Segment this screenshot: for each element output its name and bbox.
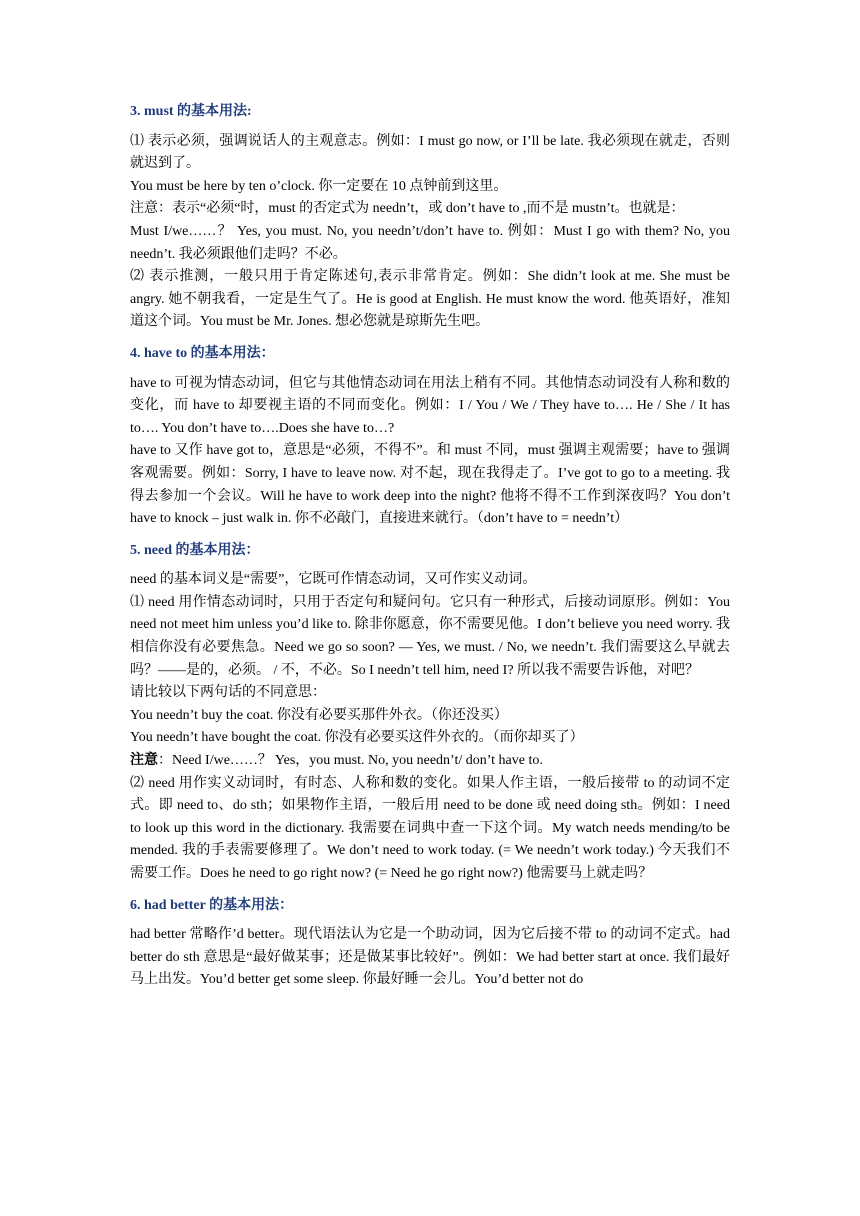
section-heading-had-better: 6. had better 的基本用法： [130,897,294,913]
paragraph: have to 又作 have got to，意思是“必须，不得不”。和 must 不同，must 强调主观需要；have to 强调客观需要。例如：Sorry, I have to leave now. 对不起，现在我得走了。I’ve got to go to a meeting. 我得去参加一个会议。Will he have to work deep into the night? 他将不得不工作到深夜吗？You don’t have to knock – just walk in. 你不必敲门，直接进来就行。（don’t have to = needn’t） [130,443,730,527]
paragraph: You must be here by ten o’clock. 你一定要在 10 点钟前到这里。 [130,178,508,194]
paragraph: need 的基本词义是“需要”，它既可作情态动词，又可作实义动词。 [130,572,537,588]
paragraph: have to 可视为情态动词，但它与其他情态动词在用法上稍有不同。其他情态动词没有人称和数的变化，而 have to 却要视主语的不同而变化。例如：I / You / We / They have to…. He / She / It has to…. You don’t have to….Does she have to…? [130,375,730,436]
document-page [130,101,730,992]
paragraph: ⑴ need 用作情态动词时，只用于否定句和疑问句。它只有一种形式，后接动词原形。例如：You need not meet him unless you’d like to. 除非你愿意，你不需要见他。I don’t believe you need worry. 我相信你没有必要焦急。Need we go so soon? — Yes, we must. / No, we needn’t. 我们需要这么早就去吗？——是的，必须。 / 不，不必。So I needn’t tell him, need I? 所以我不需要告诉他，对吧？ [130,594,730,678]
paragraph: Must I/we……？ Yes, you must. No, you needn’t/don’t have to. 例如：Must I go with them? No, you needn’t. 我必须跟他们走吗？不必。 [130,223,730,262]
paragraph: 注意：表示“必须“时，must 的否定式为 needn’t，或 don’t have to ,而不是 mustn’t。也就是： [130,201,685,217]
note-label: 注意 [130,753,158,769]
paragraph: ⑵ need 用作实义动词时，有时态、人称和数的变化。如果人作主语，一般后接带 to 的动词不定式。即 need to、do sth；如果物作主语，一般后用 need to be done 或 need doing sth。例如：I need to look up this word in the dictionary. 我需要在词典中查一下这个词。My watch needs mending/to be mended. 我的手表需要修理了。We don’t need to work today. (= We needn’t work today.) 今天我们不需要工作。Does he need to go right now? (= Need he go right now?) 他需要马上就走吗？ [130,775,730,881]
section-heading-need: 5. need 的基本用法： [130,542,260,558]
paragraph: ⑴ 表示必须，强调说话人的主观意志。例如：I must go now, or I’ll be late. 我必须现在就走，否则就迟到了。 [130,133,730,172]
note-paragraph [130,750,730,773]
section-heading-have-to: 4. have to 的基本用法： [130,345,275,361]
section-heading-must: 3. must 的基本用法: [130,104,252,119]
paragraph: You needn’t buy the coat. 你没有必要买那件外衣。（你还没买） [130,707,508,723]
paragraph: had better 常略作’d better。现代语法认为它是一个助动词，因为它后接不带 to 的动词不定式。had better do sth 意思是“最好做某事；还是做某事比较好”。例如：We had better start at once. 我们最好马上出发。You’d better get some sleep. 你最好睡一会儿。You’d better not do [130,927,730,988]
paragraph: 请比较以下两句话的不同意思： [130,685,326,701]
paragraph: You needn’t have bought the coat. 你没有必要买这件外衣的。（而你却买了） [130,730,584,746]
note-text: ：Need I/we……？ Yes，you must. No, you needn’t/ don’t have to. [158,753,543,769]
paragraph: ⑵ 表示推测，一般只用于肯定陈述句,表示非常肯定。例如：She didn’t look at me. She must be angry. 她不朝我看，一定是生气了。He is good at English. He must know the word. 他英语好，准知道这个词。You must be Mr. Jones. 想必您就是琼斯先生吧。 [130,269,730,330]
